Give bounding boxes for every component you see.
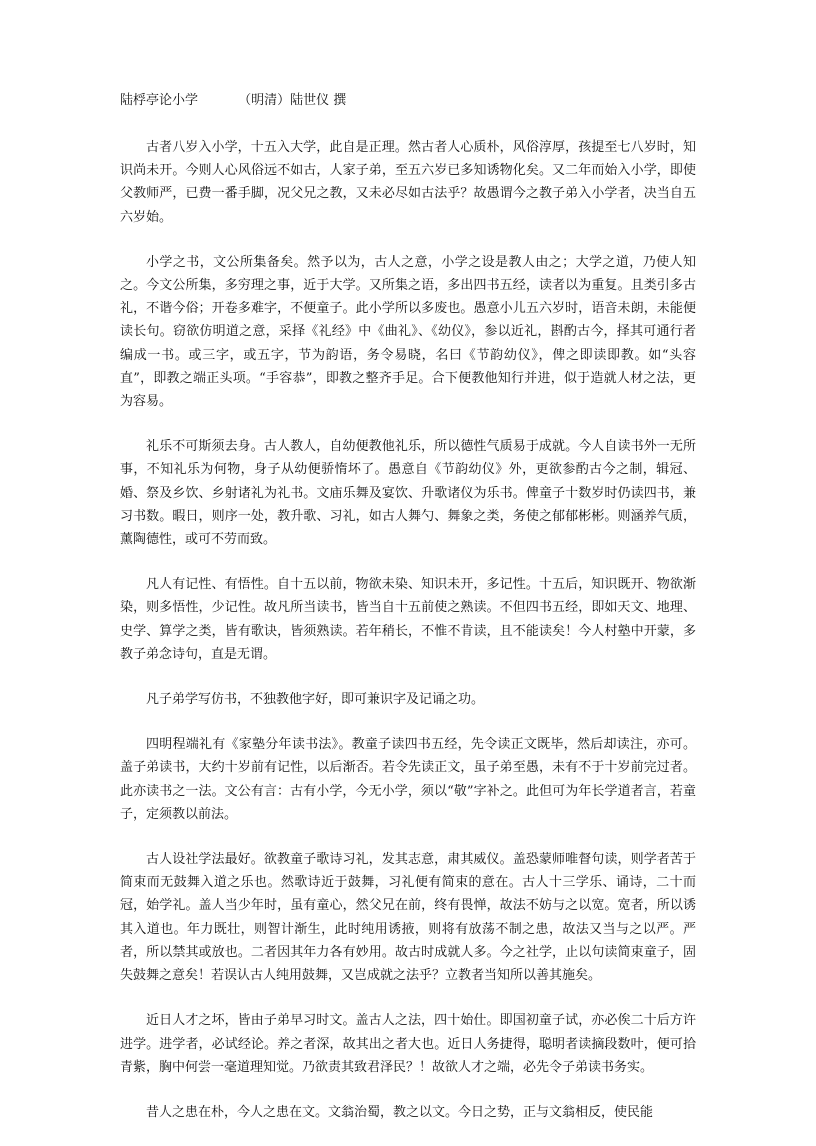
document-heading — [120, 90, 696, 112]
paragraph-7: 古人设社学法最好。欲教童子歌诗习礼，发其志意，肃其威仪。盖恐蒙师唯督句读，则学者苦于简束而无鼓舞入道之乐也。然歌诗近于鼓舞，习礼便有简束的意在。古人十三学乐、诵诗，二十而冠，始学礼。盖人当少年时，虽有童心，然父兄在前，终有畏惮，故法不妨与之以宽。宽者，所以诱其入道也。年力既壮，则智计渐生，此时纯用诱掖，则将有放荡不制之患，故法又当与之以严。严者，所以禁其或放也。二者因其年力各有妙用。故古时成就人多。今之社学，止以句读简束童子，固失鼓舞之意矣！若误认古人纯用鼓舞，又岂成就之法乎？立教者当知所以善其施矣。 — [120, 852, 696, 984]
paragraph-2: 小学之书，文公所集备矣。然予以为，古人之意，小学之设是教人由之；大学之道，乃使人知之。今文公所集，多穷理之事，近于大学。又所集之语，多出四书五经，读者以为重复。且类引多古礼，不谐今俗；开卷多难字，不便童子。此小学所以多废也。愚意小儿五六岁时，语音未朗，未能便读长句。窃欲仿明道之意，采择《礼经》中《曲礼》、《幼仪》，参以近礼，斟酌古今，择其可通行者编成一书。或三字，或五字，节为韵语，务令易晓，名曰《节韵幼仪》，俾之即读即教。如“头容直”，即教之端正头项。“手容恭”，即教之整齐手足。合下便教他知行并进，似于造就人材之法，更为容易。 — [120, 254, 696, 410]
paragraph-8: 近日人才之坏，皆由子弟早习时文。盖古人之法，四十始仕。即国初童子试，亦必俟二十后方许进学。进学者，必试经论。养之者深，故其出之者大也。近日人务捷得，聪明者读摘段数叶，便可拾青紫，胸中何尝一毫道理知觉。乃欲责其致君泽民？！故欲人才之端，必先令子弟读书务实。 — [120, 1013, 696, 1075]
paragraph-6: 四明程端礼有《家塾分年读书法》。教童子读四书五经，先令读正文既毕，然后却读注，亦可。盖子弟读书，大约十岁前有记性，以后渐否。若令先读正文，虽子弟至愚，未有不于十岁前完过者。此亦读书之一法。文公有言：古有小学，今无小学，须以“敬”字补之。此但可为年长学道者言，若童子，定须教以前法。 — [120, 737, 696, 822]
paragraph-9: 昔人之患在朴，今人之患在文。文翁治蜀，教之以文。今日之势，正与文翁相反，使民能 — [146, 1104, 654, 1120]
document-page — [120, 90, 696, 1146]
document-title: 陆桴亭论小学 — [120, 93, 199, 108]
paragraph-1: 古者八岁入小学，十五入大学，此自是正理。然古者人心质朴，风俗淳厚，孩提至七八岁时，知识尚未开。今则人心风俗远不如古，人家子弟，至五六岁已多知诱物化矣。又二年而始入小学，即使父教师严，已费一番手脚，况父兄之教，又未必尽如古法乎？故愚谓今之教子弟入小学者，决当自五六岁始。 — [120, 140, 696, 225]
paragraph-3: 礼乐不可斯须去身。古人教人，自幼便教他礼乐，所以德性气质易于成就。今人自读书外一无所事，不知礼乐为何物，身子从幼便骄惰坏了。愚意自《节韵幼仪》外，更欲参酌古今之制，辑冠、婚、祭及乡饮、乡射诸礼为礼书。文庙乐舞及宴饮、升歌诸仪为乐书。俾童子十数岁时仍读四书，兼习书数。暇日，则序一处，教升歌、习礼，如古人舞勺、舞象之类，务使之郁郁彬彬。则涵养气质，薰陶德性，或可不劳而致。 — [120, 439, 696, 548]
document-author: （明清）陆世仪 撰 — [238, 93, 347, 108]
paragraph-4: 凡人有记性、有悟性。自十五以前，物欲未染、知识未开，多记性。十五后，知识既开、物欲渐染，则多悟性，少记性。故凡所当读书，皆当自十五前使之熟读。不但四书五经，即如天文、地理、史学、算学之类，皆有歌诀，皆须熟读。若年稍长，不惟不肯读，且不能读矣！今人村塾中开蒙，多教子弟念诗句，直是无谓。 — [120, 577, 696, 662]
paragraph-5: 凡子弟学写仿书，不独教他字好，即可兼识字及记诵之功。 — [146, 692, 485, 708]
